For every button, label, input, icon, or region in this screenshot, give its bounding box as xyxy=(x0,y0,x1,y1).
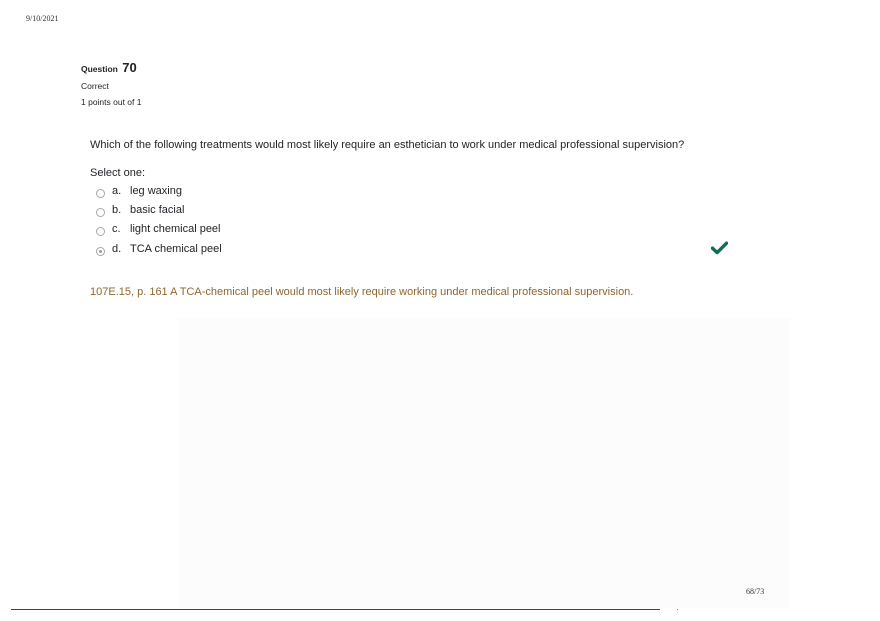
option-label: basic facial xyxy=(130,203,185,216)
answer-option-b[interactable] xyxy=(96,200,222,219)
footer-dot xyxy=(677,609,678,610)
footer-divider xyxy=(11,609,660,610)
radio-option-d[interactable] xyxy=(96,247,105,256)
page-background-panel xyxy=(178,318,790,608)
question-label: Question xyxy=(81,64,118,74)
option-letter: c. xyxy=(112,223,121,236)
answer-option-d[interactable] xyxy=(96,239,222,258)
question-heading xyxy=(81,60,142,75)
option-letter: a. xyxy=(112,184,122,197)
option-label: leg waxing xyxy=(130,184,182,197)
option-letter: d. xyxy=(112,242,122,255)
option-label: light chemical peel xyxy=(130,223,221,236)
select-one-prompt: Select one: xyxy=(90,167,146,179)
answer-option-c[interactable] xyxy=(96,220,222,239)
answer-option-a[interactable] xyxy=(96,181,222,200)
option-label: TCA chemical peel xyxy=(130,242,222,255)
question-number: 70 xyxy=(122,60,137,75)
radio-option-c[interactable] xyxy=(96,227,105,236)
question-info xyxy=(81,60,142,107)
option-letter: b. xyxy=(112,203,122,216)
general-feedback: 107E.15, p. 161 A TCA-chemical peel would most likely require working under medical professional supervision. xyxy=(90,286,634,298)
question-text: Which of the following treatments would most likely require an esthetician to work under medical professional supervision? xyxy=(90,139,685,151)
page-number: 68/73 xyxy=(746,587,765,596)
question-state: Correct xyxy=(81,81,109,91)
check-icon xyxy=(711,241,728,255)
radio-option-a[interactable] xyxy=(96,189,105,198)
print-date: 9/10/2021 xyxy=(26,14,59,23)
question-grade: 1 points out of 1 xyxy=(81,97,142,107)
radio-option-b[interactable] xyxy=(96,208,105,217)
answer-options xyxy=(96,181,222,258)
